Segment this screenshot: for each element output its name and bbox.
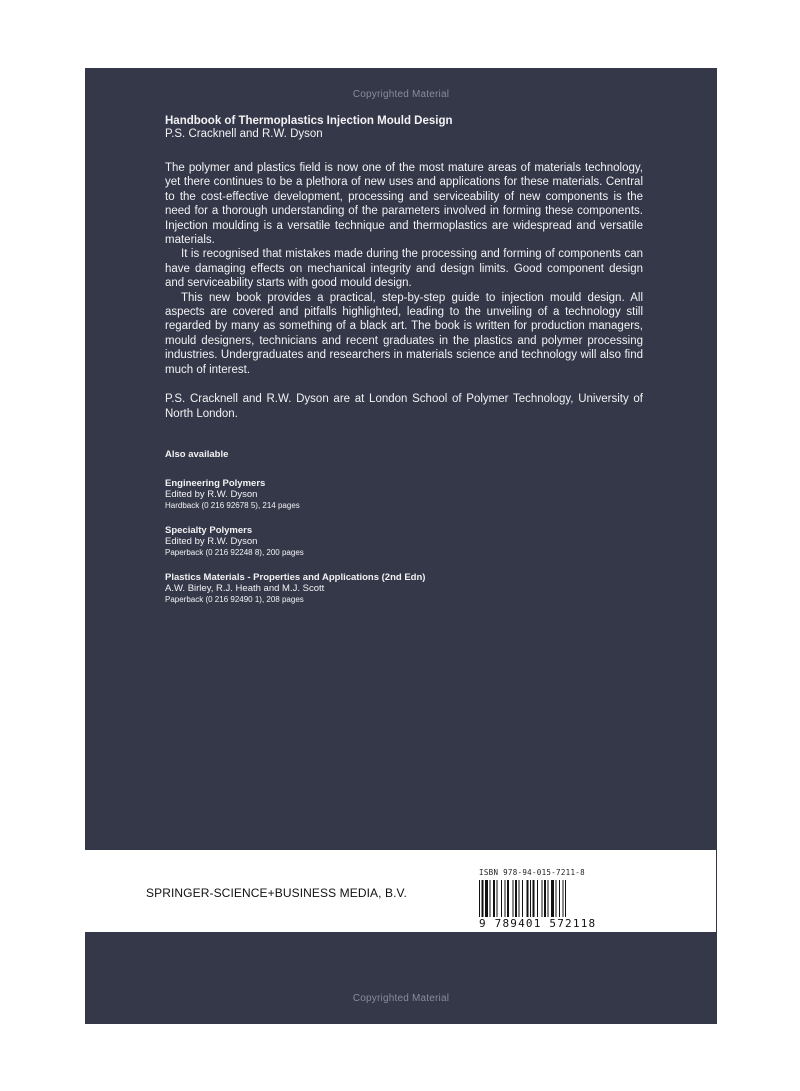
related-book-editor: Edited by R.W. Dyson [165,488,258,500]
related-book-editor: Edited by R.W. Dyson [165,535,258,547]
related-book-title: Specialty Polymers [165,524,253,536]
related-book [165,572,643,605]
watermark-top: Copyrighted Material [352,89,450,100]
also-available-heading: Also available [165,448,229,460]
watermark-bottom: Copyrighted Material [352,993,450,1004]
related-book [165,478,643,511]
description-paragraph-1: The polymer and plastics field is now one of the most mature areas of materials technology, yet there continues to be a plethora of new uses and applications for these materials. Central to the cost-effective development, processing and serviceability of new components is the need for a thorough understanding of the parameters involved in forming these components. Injection moulding is a versatile technique and thermoplastics are widespread and versatile materials. [165,162,643,247]
isbn-text: ISBN 978-94-015-7211-8 [479,868,585,877]
about-authors: P.S. Cracknell and R.W. Dyson are at London School of Polymer Technology, University of North London. [165,393,643,420]
book-title: Handbook of Thermoplastics Injection Mould Design [165,115,453,127]
related-book-authors: A.W. Birley, R.J. Heath and M.J. Scott [165,582,325,594]
publisher-name: SPRINGER-SCIENCE+BUSINESS MEDIA, B.V. [146,886,407,900]
description-paragraph-3: This new book provides a practical, step-by-step guide to injection mould design. All aspects are covered and pitfalls highlighted, leading to the unveiling of a technology still regarded by many as something of a black art. The book is written for production managers, mould designers, technicians and recent graduates in the plastics and polymer processing industries. Undergraduates and researchers in materials science and technology will also find much of interest. [165,291,643,376]
book-back-cover [85,68,717,1024]
barcode-number: 9 789401 572118 [479,917,597,930]
related-book [165,525,643,558]
barcode-icon [479,880,624,917]
related-book-title: Engineering Polymers [165,477,266,489]
related-book-title: Plastics Materials - Properties and Applications (2nd Edn) [165,571,426,583]
isbn-barcode [473,868,633,932]
cover-content [165,115,643,619]
related-book-format: Paperback (0 216 92248 8), 200 pages [165,547,304,557]
description-paragraph-2: It is recognised that mistakes made during the processing and forming of components can have damaging effects on mechanical integrity and design limits. Good component design and serviceability starts with good mould design. [165,248,643,290]
publisher-band [0,850,716,932]
related-book-format: Hardback (0 216 92678 5), 214 pages [165,500,300,510]
related-book-format: Paperback (0 216 92490 1), 208 pages [165,594,304,604]
book-authors: P.S. Cracknell and R.W. Dyson [165,128,323,140]
